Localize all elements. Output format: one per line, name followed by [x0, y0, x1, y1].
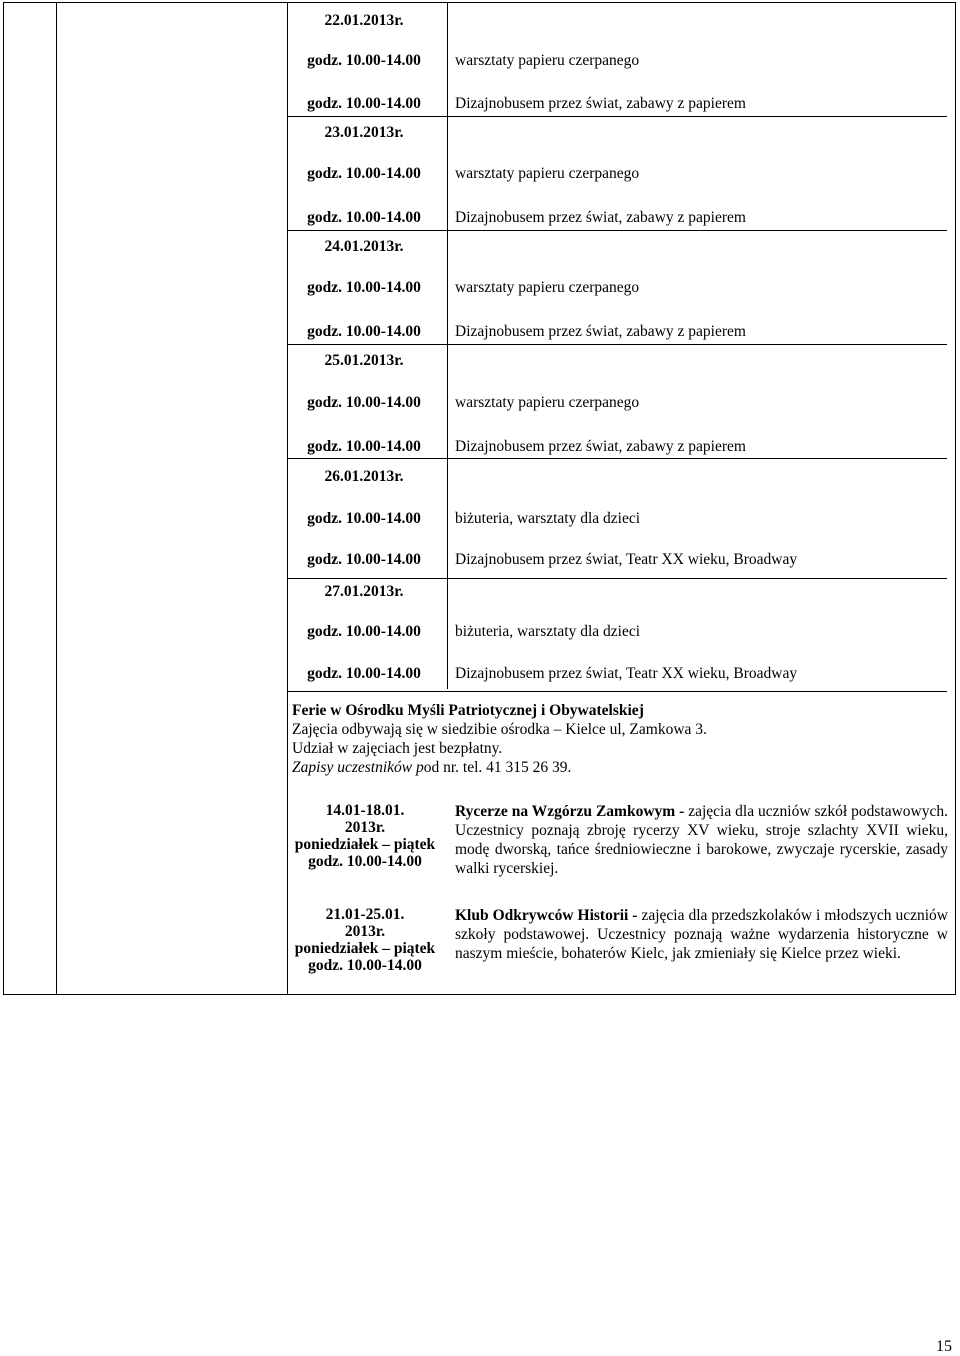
program-days: poniedziałek – piątek — [294, 940, 436, 957]
schedule-activity: warsztaty papieru czerpanego — [455, 165, 640, 182]
program-dates: 14.01-18.01. — [325, 802, 405, 819]
schedule-time: godz. 10.00-14.00 — [307, 95, 421, 112]
program-date-block — [285, 906, 445, 974]
schedule-time: godz. 10.00-14.00 — [307, 323, 421, 340]
schedule-activity: warsztaty papieru czerpanego — [455, 279, 640, 296]
program-text: zajęcia dla uczniów szkół podstawowych. Uczestnicy poznają zbroję rycerzy XV wieku, stroje szlachty XVII wieku, modę dworską, tańce średniowieczne i barokowe, zwyczaje rycerskie, zasady walki rycerskiej. — [455, 803, 948, 877]
ferie-registration-italic: Zapisy uczestników p — [292, 759, 424, 776]
schedule-time: godz. 10.00-14.00 — [307, 394, 421, 411]
table-row-divider — [287, 578, 947, 579]
schedule-date: 27.01.2013r. — [324, 583, 404, 600]
table-row-divider — [287, 344, 947, 345]
program-time: godz. 10.00-14.00 — [308, 957, 422, 974]
schedule-date: 24.01.2013r. — [324, 238, 404, 255]
schedule-date: 23.01.2013r. — [324, 124, 404, 141]
program-title: Klub Odkrywców Historii - — [455, 907, 638, 924]
page-number: 15 — [936, 1338, 952, 1355]
schedule-activity: Dizajnobusem przez świat, zabawy z papierem — [455, 209, 746, 226]
table-row-divider — [287, 691, 947, 692]
table-row-divider — [287, 116, 947, 117]
program-days: poniedziałek – piątek — [294, 836, 436, 853]
schedule-activity: warsztaty papieru czerpanego — [455, 52, 640, 69]
table-column-divider — [447, 3, 448, 689]
schedule-date: 26.01.2013r. — [324, 468, 404, 485]
schedule-time: godz. 10.00-14.00 — [307, 551, 421, 568]
program-year: 2013r. — [344, 819, 386, 836]
ferie-registration-rest: od nr. tel. 41 315 26 39. — [423, 759, 572, 776]
schedule-activity: biżuteria, warsztaty dla dzieci — [455, 623, 641, 640]
schedule-time: godz. 10.00-14.00 — [307, 623, 421, 640]
ferie-free-entry: Udział w zajęciach jest bezpłatny. — [292, 740, 503, 757]
ferie-location: Zajęcia odbywają się w siedzibie ośrodka – Kielce ul, Zamkowa 3. — [292, 721, 707, 738]
schedule-activity: Dizajnobusem przez świat, zabawy z papierem — [455, 95, 746, 112]
program-time: godz. 10.00-14.00 — [308, 853, 422, 870]
schedule-time: godz. 10.00-14.00 — [307, 510, 421, 527]
table-row-divider — [287, 230, 947, 231]
ferie-title: Ferie w Ośrodku Myśli Patriotycznej i Obywatelskiej — [292, 702, 644, 719]
program-description — [455, 802, 948, 878]
schedule-time: godz. 10.00-14.00 — [307, 209, 421, 226]
program-dates: 21.01-25.01. — [325, 906, 405, 923]
program-title: Rycerze na Wzgórzu Zamkowym - — [455, 803, 685, 820]
schedule-time: godz. 10.00-14.00 — [307, 165, 421, 182]
table-row-divider — [287, 458, 947, 459]
schedule-activity: biżuteria, warsztaty dla dzieci — [455, 510, 641, 527]
program-description — [455, 906, 948, 963]
ferie-registration — [292, 758, 707, 777]
program-year: 2013r. — [344, 923, 386, 940]
ferie-info — [292, 701, 707, 777]
schedule-time: godz. 10.00-14.00 — [307, 665, 421, 682]
program-date-block — [285, 802, 445, 870]
schedule-activity: Dizajnobusem przez świat, zabawy z papierem — [455, 323, 746, 340]
table-column-divider — [56, 3, 57, 994]
schedule-activity: Dizajnobusem przez świat, Teatr XX wieku, Broadway — [455, 665, 798, 682]
schedule-time: godz. 10.00-14.00 — [307, 52, 421, 69]
schedule-date: 22.01.2013r. — [324, 12, 404, 29]
schedule-time: godz. 10.00-14.00 — [307, 279, 421, 296]
schedule-activity: warsztaty papieru czerpanego — [455, 394, 640, 411]
schedule-activity: Dizajnobusem przez świat, zabawy z papierem — [455, 438, 746, 455]
schedule-date: 25.01.2013r. — [324, 352, 404, 369]
schedule-time: godz. 10.00-14.00 — [307, 438, 421, 455]
program-text: zajęcia dla przedszkolaków i młodszych uczniów szkoły podstawowej. Uczestnicy poznają ważne wydarzenia historyczne w naszym mieście, bohaterów Kielc, jak zmieniały się Kielce przez wieki. — [455, 907, 948, 962]
schedule-activity: Dizajnobusem przez świat, Teatr XX wieku, Broadway — [455, 551, 798, 568]
